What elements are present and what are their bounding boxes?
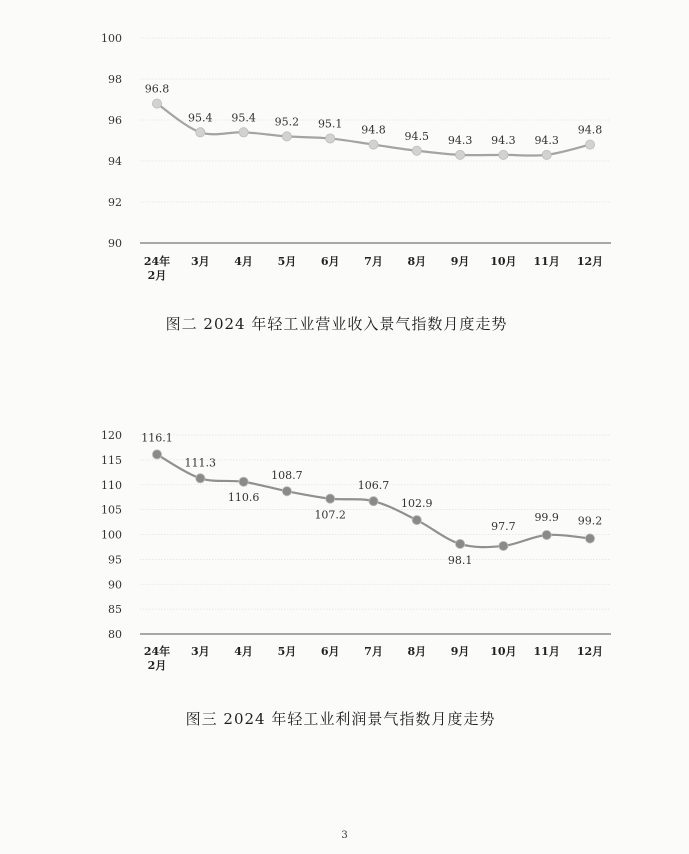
y-tick-label: 120 <box>101 429 122 442</box>
x-tick-label: 9月 <box>450 255 470 268</box>
data-label: 95.4 <box>188 111 213 125</box>
data-point <box>456 150 465 159</box>
data-label: 99.2 <box>577 514 603 528</box>
x-tick-label: 12月 <box>576 255 604 268</box>
data-label: 96.8 <box>144 82 170 96</box>
x-tick-label: 5月 <box>277 645 297 658</box>
y-tick-label: 94 <box>108 155 122 168</box>
x-tick-label: 10月 <box>490 645 517 658</box>
data-point <box>499 150 508 159</box>
data-point <box>196 128 205 137</box>
data-label: 95.1 <box>317 117 343 131</box>
data-point <box>369 497 378 506</box>
data-point <box>282 487 291 496</box>
data-point <box>282 132 291 141</box>
data-point <box>456 539 465 548</box>
data-label: 94.3 <box>534 133 559 147</box>
data-point <box>542 150 551 159</box>
chart-profit-index <box>0 410 689 690</box>
data-point <box>239 477 248 486</box>
y-tick-label: 98 <box>108 73 122 86</box>
data-point <box>499 541 508 550</box>
y-tick-label: 96 <box>108 114 122 127</box>
x-tick-label: 6月 <box>320 255 340 268</box>
data-point <box>412 146 421 155</box>
data-point <box>585 534 594 543</box>
data-label: 94.3 <box>491 133 516 147</box>
data-point <box>239 128 248 137</box>
y-tick-label: 105 <box>101 503 122 517</box>
chart-caption-revenue: 图二 2024 年轻工业营业收入景气指数月度走势 <box>165 315 508 333</box>
y-tick-label: 115 <box>101 453 122 467</box>
y-tick-label: 90 <box>108 237 122 250</box>
x-tick-label: 8月 <box>407 255 427 268</box>
data-point <box>326 494 335 503</box>
data-label: 94.8 <box>361 123 386 137</box>
data-point <box>585 140 594 149</box>
x-tick-label: 24年 2月 <box>143 255 171 282</box>
data-point <box>152 450 161 459</box>
x-tick-label: 3月 <box>190 645 210 658</box>
data-point <box>326 134 335 143</box>
x-tick-label: 3月 <box>190 255 210 268</box>
data-label: 110.6 <box>227 490 260 504</box>
data-label: 94.5 <box>404 129 430 143</box>
data-label: 106.7 <box>357 479 390 493</box>
data-label: 108.7 <box>271 469 303 483</box>
data-label: 97.7 <box>491 519 516 533</box>
y-tick-label: 92 <box>108 196 122 209</box>
chart-revenue-index <box>0 0 689 300</box>
x-tick-label: 10月 <box>490 255 517 268</box>
x-tick-label: 6月 <box>320 645 340 658</box>
data-point <box>542 530 551 539</box>
data-label: 102.9 <box>401 497 433 511</box>
data-label: 99.9 <box>534 510 559 524</box>
x-tick-label: 4月 <box>234 645 253 658</box>
data-point <box>152 99 161 108</box>
x-tick-label: 7月 <box>364 255 383 268</box>
data-label: 94.8 <box>577 123 603 137</box>
y-tick-label: 95 <box>108 553 122 567</box>
data-label: 98.1 <box>447 553 473 567</box>
x-tick-label: 9月 <box>450 645 470 658</box>
x-tick-label: 12月 <box>576 645 604 658</box>
data-point <box>412 515 421 524</box>
y-tick-label: 100 <box>101 528 122 542</box>
y-tick-label: 90 <box>108 578 122 592</box>
y-tick-label: 100 <box>101 32 122 45</box>
x-tick-label: 5月 <box>277 255 297 268</box>
data-point <box>369 140 378 149</box>
chart-caption-profit: 图三 2024 年轻工业利润景气指数月度走势 <box>185 710 496 728</box>
data-point <box>196 474 205 483</box>
y-tick-label: 85 <box>108 603 122 617</box>
page-number: 3 <box>341 830 348 841</box>
x-tick-label: 24年 2月 <box>143 645 171 672</box>
x-tick-label: 4月 <box>234 255 253 268</box>
x-tick-label: 8月 <box>407 645 427 658</box>
data-label: 94.3 <box>447 133 473 147</box>
x-tick-label: 7月 <box>364 645 383 658</box>
data-label: 95.4 <box>231 111 256 125</box>
data-label: 116.1 <box>141 431 173 445</box>
x-tick-label: 11月 <box>533 645 560 658</box>
data-label: 107.2 <box>314 508 346 522</box>
y-tick-label: 110 <box>101 478 122 492</box>
y-tick-label: 80 <box>108 628 122 641</box>
data-label: 111.3 <box>184 456 217 470</box>
data-label: 95.2 <box>274 115 300 129</box>
x-tick-label: 11月 <box>533 255 560 268</box>
